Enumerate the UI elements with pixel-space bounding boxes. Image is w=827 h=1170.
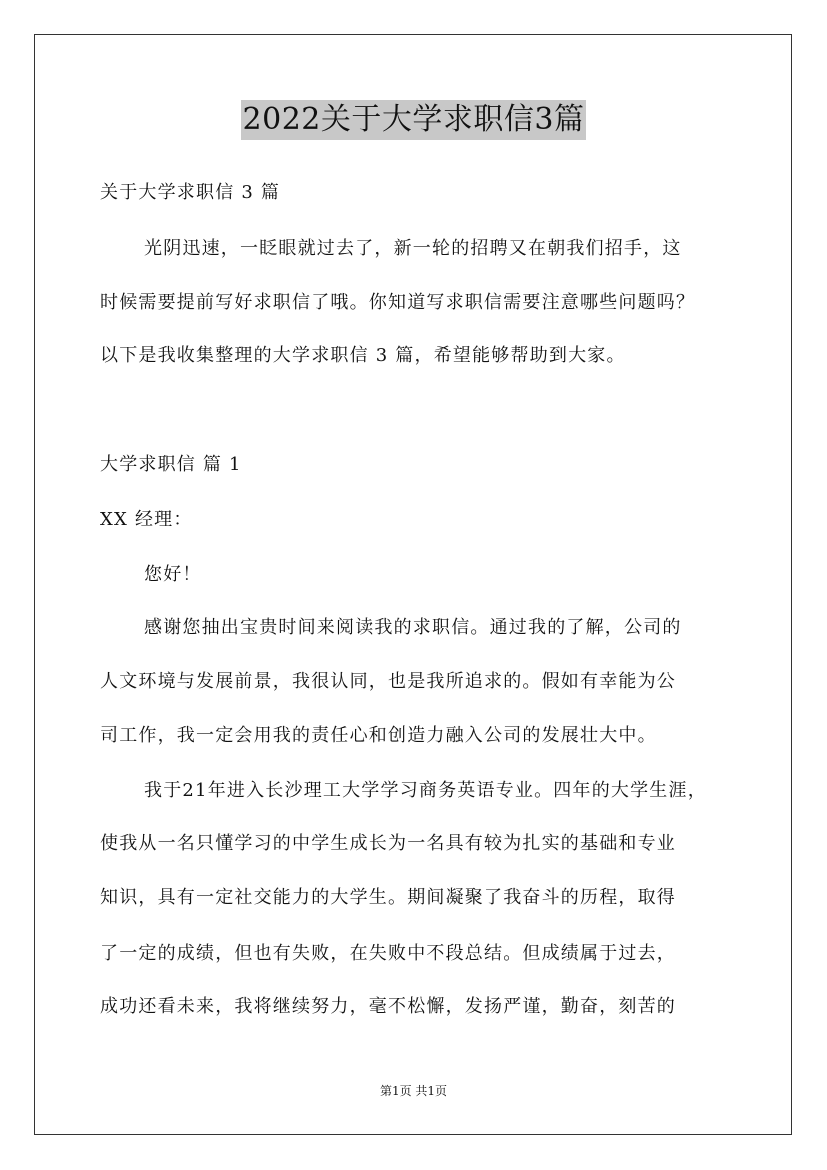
paragraph-line: 司工作，我一定会用我的责任心和创造力融入公司的发展壮大中。 — [100, 725, 657, 746]
page-number-footer: 第1页 共1页 — [379, 1084, 448, 1098]
salutation: XX 经理： — [100, 509, 193, 530]
paragraph-line: 成功还看未来，我将继续努力，毫不松懈，发扬严谨，勤奋，刻苦的 — [100, 996, 676, 1017]
intro-line: 光阴迅速，一眨眼就过去了，新一轮的招聘又在朝我们招手，这 — [144, 238, 682, 259]
paragraph-line: 人文环境与发展前景，我很认同，也是我所追求的。假如有幸能为公 — [100, 671, 676, 692]
paragraph-line: 知识，具有一定社交能力的大学生。期间凝聚了我奋斗的历程，取得 — [100, 887, 676, 908]
intro-line: 时候需要提前写好求职信了哦。你知道写求职信需要注意哪些问题吗？ — [100, 292, 696, 313]
paragraph-line: 我于21年进入长沙理工大学学习商务英语专业。四年的大学生涯， — [144, 780, 707, 801]
paragraph-line: 了一定的成绩，但也有失败，在失败中不段总结。但成绩属于过去， — [100, 943, 676, 964]
document-title: 2022关于大学求职信3篇 — [241, 100, 587, 140]
section-heading: 大学求职信 篇 1 — [100, 454, 242, 475]
paragraph-line: 感谢您抽出宝贵时间来阅读我的求职信。通过我的了解，公司的 — [144, 617, 682, 638]
intro-line: 以下是我收集整理的大学求职信 3 篇，希望能够帮助到大家。 — [100, 345, 626, 366]
title-container — [0, 100, 827, 140]
greeting: 您好！ — [144, 564, 202, 585]
document-subtitle: 关于大学求职信 3 篇 — [100, 182, 281, 203]
paragraph-line: 使我从一名只懂学习的中学生成长为一名具有较为扎实的基础和专业 — [100, 833, 676, 854]
